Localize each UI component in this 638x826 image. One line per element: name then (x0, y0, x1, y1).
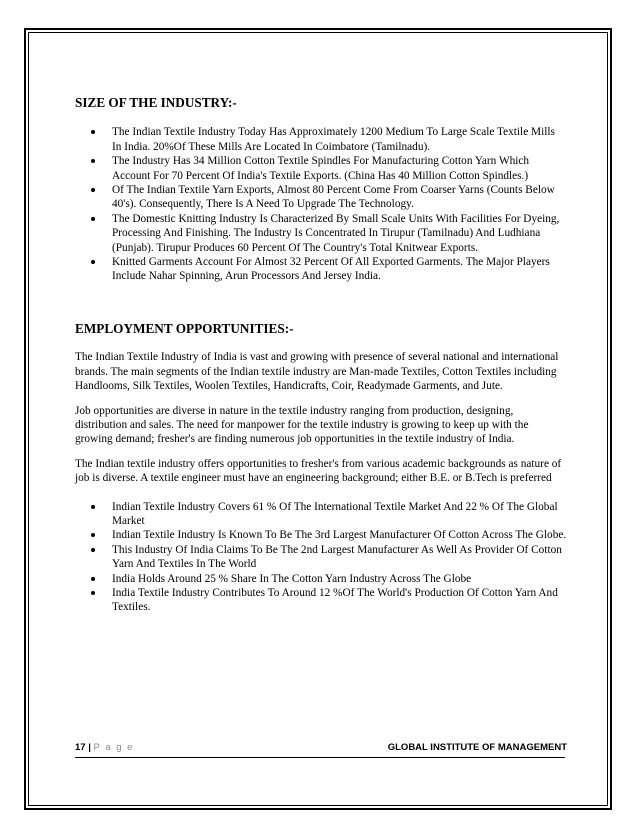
list-item: The Domestic Knitting Industry Is Characterized By Small Scale Units With Facilities For Dyeing, Processing And Finishing. The Industry Is Concentrated In Tirupur (Tamilnadu) And Ludhiana (Punjab). Tirupur Produces 60 Percent Of The Country's Total Knitwear Exports. (75, 212, 567, 255)
bullet-icon (91, 533, 95, 537)
bullet-icon (91, 260, 95, 264)
list-item: Knitted Garments Account For Almost 32 Percent Of All Exported Garments. The Major Players Include Nahar Spinning, Arun Processors And Jersey India. (75, 255, 567, 284)
bullet-icon (91, 591, 95, 595)
paragraph: The Indian Textile Industry of India is vast and growing with presence of several national and international brands. The main segments of the Indian textile industry are Man-made Textiles, Cotton Textiles including Handlooms, Silk Textiles, Woolen Textiles, Handicrafts, Coir, Readymade Garments, and Jute. (75, 351, 559, 393)
section-heading-employment: EMPLOYMENT OPPORTUNITIES:- (75, 320, 294, 336)
paragraph: Job opportunities are diverse in nature in the textile industry ranging from production, designing, distribution and sales. The need for manpower for the textile industry is growing to keep up with the growing demand; fresher's are finding numerous job opportunities in the textile industry of India. (75, 404, 529, 446)
list-item: Of The Indian Textile Yarn Exports, Almost 80 Percent Come From Coarser Yarns (Counts Below 40's). Consequently, There Is A Need To Upgrade The Technology. (75, 183, 567, 212)
employment-bullet-list (75, 500, 567, 615)
page-label: P a g e (93, 742, 134, 753)
list-item: Indian Textile Industry Covers 61 % Of The International Textile Market And 22 % Of The Global Market (75, 500, 567, 529)
footer-divider (75, 757, 565, 758)
list-item: The Industry Has 34 Million Cotton Textile Spindles For Manufacturing Cotton Yarn Which Account For 70 Percent Of India's Textile Exports. (China Has 40 Million Cotton Spindles.) (75, 154, 567, 183)
page-number-block (75, 742, 134, 754)
institute-name: GLOBAL INSTITUTE OF MANAGEMENT (387, 742, 567, 753)
section-heading-size: SIZE OF THE INDUSTRY:- (75, 95, 237, 110)
bullet-icon (91, 217, 95, 221)
paragraph: The Indian textile industry offers opportunities to fresher's from various academic backgrounds as nature of job is diverse. A textile engineer must have an engineering background; either B.E. or B.Tech is preferred (75, 457, 562, 485)
bullet-icon (91, 130, 95, 134)
page-number: 17 (75, 742, 86, 753)
bullet-icon (91, 159, 95, 163)
bullet-icon (91, 548, 95, 552)
list-item: This Industry Of India Claims To Be The 2nd Largest Manufacturer As Well As Provider Of Cotton Yarn And Textiles In The World (75, 543, 567, 572)
footer-separator: | (88, 742, 91, 753)
bullet-icon (91, 577, 95, 581)
list-item: The Indian Textile Industry Today Has Approximately 1200 Medium To Large Scale Textile Mills In India. 20%Of These Mills Are Located In Coimbatore (Tamilnadu). (75, 125, 567, 154)
size-bullet-list (75, 125, 567, 283)
list-item: India Textile Industry Contributes To Around 12 %Of The World's Production Of Cotton Yarn And Textiles. (75, 586, 567, 615)
bullet-icon (91, 188, 95, 192)
bullet-icon (91, 505, 95, 509)
list-item: Indian Textile Industry Is Known To Be The 3rd Largest Manufacturer Of Cotton Across The Globe. (75, 528, 567, 542)
list-item: India Holds Around 25 % Share In The Cotton Yarn Industry Across The Globe (75, 572, 567, 586)
document-body (75, 96, 567, 615)
